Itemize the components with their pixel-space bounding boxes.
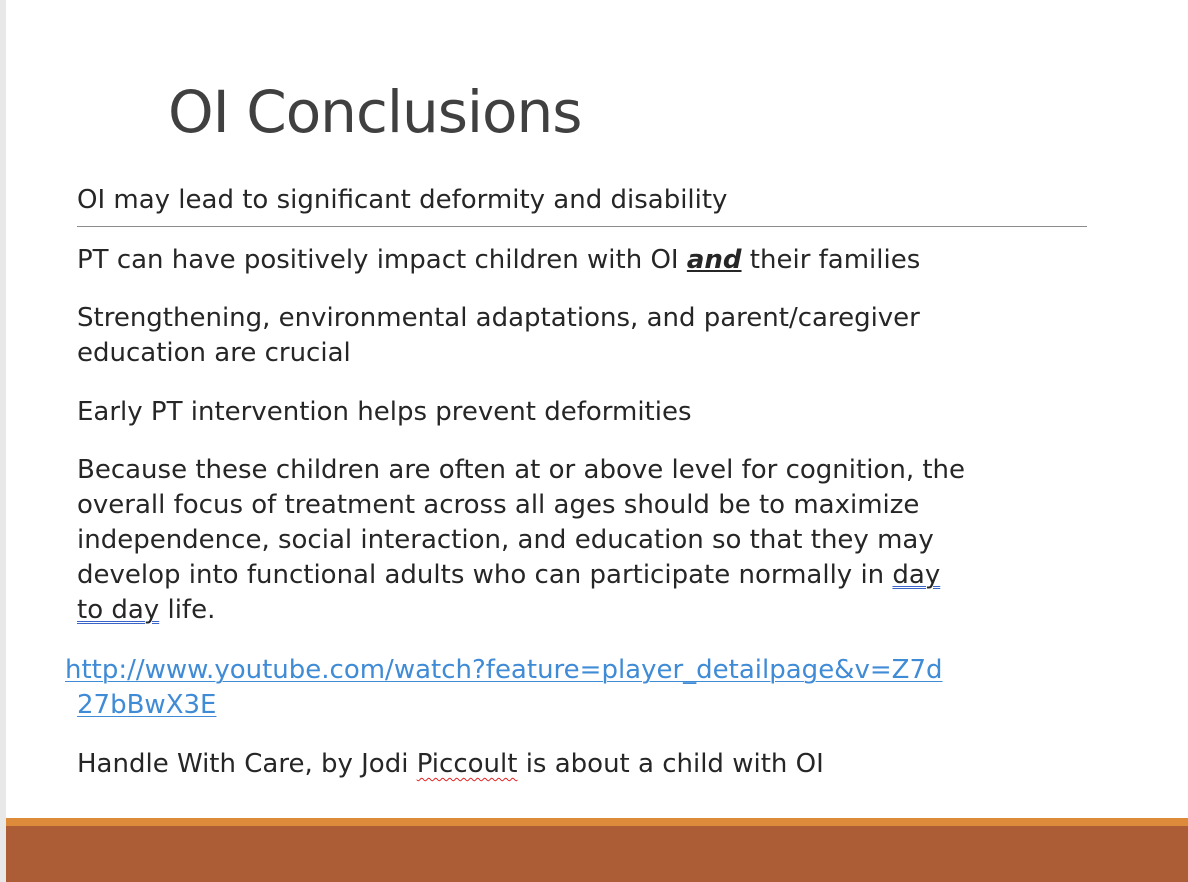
bullet-focus[interactable] (77, 453, 965, 628)
youtube-link-line1[interactable]: http://www.youtube.com/watch?feature=player_detailpage&v=Z7d (65, 655, 943, 685)
bullet-focus-line2: overall focus of treatment across all ages should be to maximize (77, 490, 920, 520)
youtube-link-line2[interactable]: 27bBwX3E (77, 690, 217, 720)
video-link-block (65, 653, 943, 723)
bullet-focus-line3: independence, social interaction, and education so that they may (77, 525, 934, 555)
bullet-strengthening-line1: Strengthening, environmental adaptations, and parent/caregiver (77, 303, 920, 333)
bullet-strengthening[interactable] (77, 301, 920, 371)
grammar-flag-to-day[interactable]: to day (77, 595, 160, 625)
bullet-book[interactable] (77, 747, 824, 782)
bullet-strengthening-line2: education are crucial (77, 338, 351, 368)
divider-line (77, 226, 1087, 227)
footer-bar (6, 826, 1188, 882)
bullet-book-text: Handle With Care, by Jodi (77, 749, 417, 779)
bullet-book-tail: is about a child with OI (517, 749, 824, 779)
bullet-pt-impact-tail: their families (741, 245, 921, 275)
slide-title[interactable]: OI Conclusions (168, 78, 582, 146)
bullet-focus-line5: life. (159, 595, 216, 625)
bullet-focus-line1: Because these children are often at or above level for cognition, the (77, 455, 966, 485)
bullet-focus-line4: develop into functional adults who can participate normally in (77, 560, 893, 590)
spellcheck-flag-piccoult[interactable]: Piccoult (416, 749, 518, 779)
footer-accent-stripe (6, 818, 1188, 826)
bullet-pt-impact-text: PT can have positively impact children with OI (77, 245, 687, 275)
slide-canvas[interactable] (6, 0, 1188, 882)
grammar-flag-day[interactable]: day (892, 560, 941, 590)
emphasis-and: and (686, 245, 742, 275)
bullet-early-pt[interactable]: Early PT intervention helps prevent deformities (77, 397, 692, 427)
bullet-deformity[interactable]: OI may lead to significant deformity and disability (77, 185, 728, 215)
bullet-pt-impact[interactable] (77, 243, 920, 278)
